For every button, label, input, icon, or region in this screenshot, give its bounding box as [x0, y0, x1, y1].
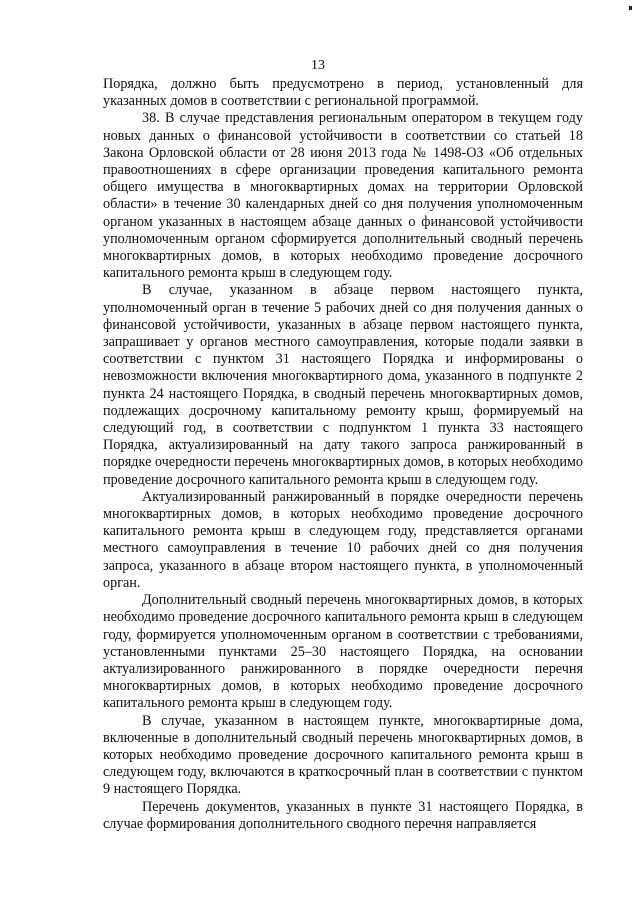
paragraph-additional-list: Дополнительный сводный перечень многоквартирных домов, в которых необходимо проведение досрочного капитального ремонта крыш в следующем году, формируется уполномоченным органом в соответствии с требованиями, установленными пунктами 25–30 настоящего Порядка, на основании актуализированного ранжированного в порядке очередности перечня многоквартирных домов, в которых необходимо проведение досрочного капитального ремонта крыш в следующем году.	[103, 592, 583, 712]
page-number: 13	[311, 58, 325, 73]
paragraph-documents-list: Перечень документов, указанных в пункте 31 настоящего Порядка, в случае формирования дополнительного сводного перечня направляется	[103, 798, 583, 832]
paragraph-continuation: Порядка, должно быть предусмотрено в период, установленный для указанных домов в соответствии с региональной программой.	[103, 76, 583, 110]
paragraph-request-procedure: В случае, указанном в абзаце первом настоящего пункта, уполномоченный орган в течение 5 рабочих дней со дня получения данных о финансовой устойчивости, указанных в абзаце первом настоящего пункта, запрашивает у органов местного самоуправления, которые подали заявки в соответствии с пунктом 31 настоящего Порядка и информированы о невозможности включения многоквартирного дома, указанного в подпункте 2 пункта 24 настоящего Порядка, в сводный перечень многоквартирных домов, подлежащих досрочному капитальному ремонту крыш, формируемый на следующий год, в соответствии с подпунктом 1 пункта 33 настоящего Порядка, актуализированный на дату такого запроса ранжированный в порядке очередности перечень многоквартирных домов, в которых необходимо проведение досрочного капитального ремонта крыш в следующем году.	[103, 282, 584, 488]
paragraph-item-38: 38. В случае представления региональным оператором в текущем году новых данных о финансовой устойчивости в соответствии со статьей 18 Закона Орловской области от 28 июня 2013 года № 1498-ОЗ «Об отдельных правоотношениях в сфере организации проведения капитального ремонта общего имущества в многоквартирных домах на территории Орловской области» в течение 30 календарных дней со дня получения уполномоченным органом указанных в настоящем абзаце данных о финансовой устойчивости уполномоченным органом сформируется дополнительный сводный перечень многоквартирных домов, в которых необходимо проведение досрочного капитального ремонта крыш в следующем году.	[103, 110, 583, 282]
scan-corner-mark	[629, 6, 632, 10]
document-body	[103, 76, 583, 833]
paragraph-short-term-plan: В случае, указанном в настоящем пункте, многоквартирные дома, включенные в дополнительный сводный перечень многоквартирных домов, в которых необходимо проведение досрочного капитального ремонта крыш в следующем году, включаются в краткосрочный план в соответствии с пунктом 9 настоящего Порядка.	[103, 712, 583, 798]
paragraph-updated-list: Актуализированный ранжированный в порядке очередности перечень многоквартирных домов, в которых необходимо проведение досрочного капитального ремонта крыш в следующем году, представляется органами местного самоуправления в течение 10 рабочих дней со дня получения запроса, указанного в абзаце втором настоящего пункта, в уполномоченный орган.	[103, 488, 583, 591]
